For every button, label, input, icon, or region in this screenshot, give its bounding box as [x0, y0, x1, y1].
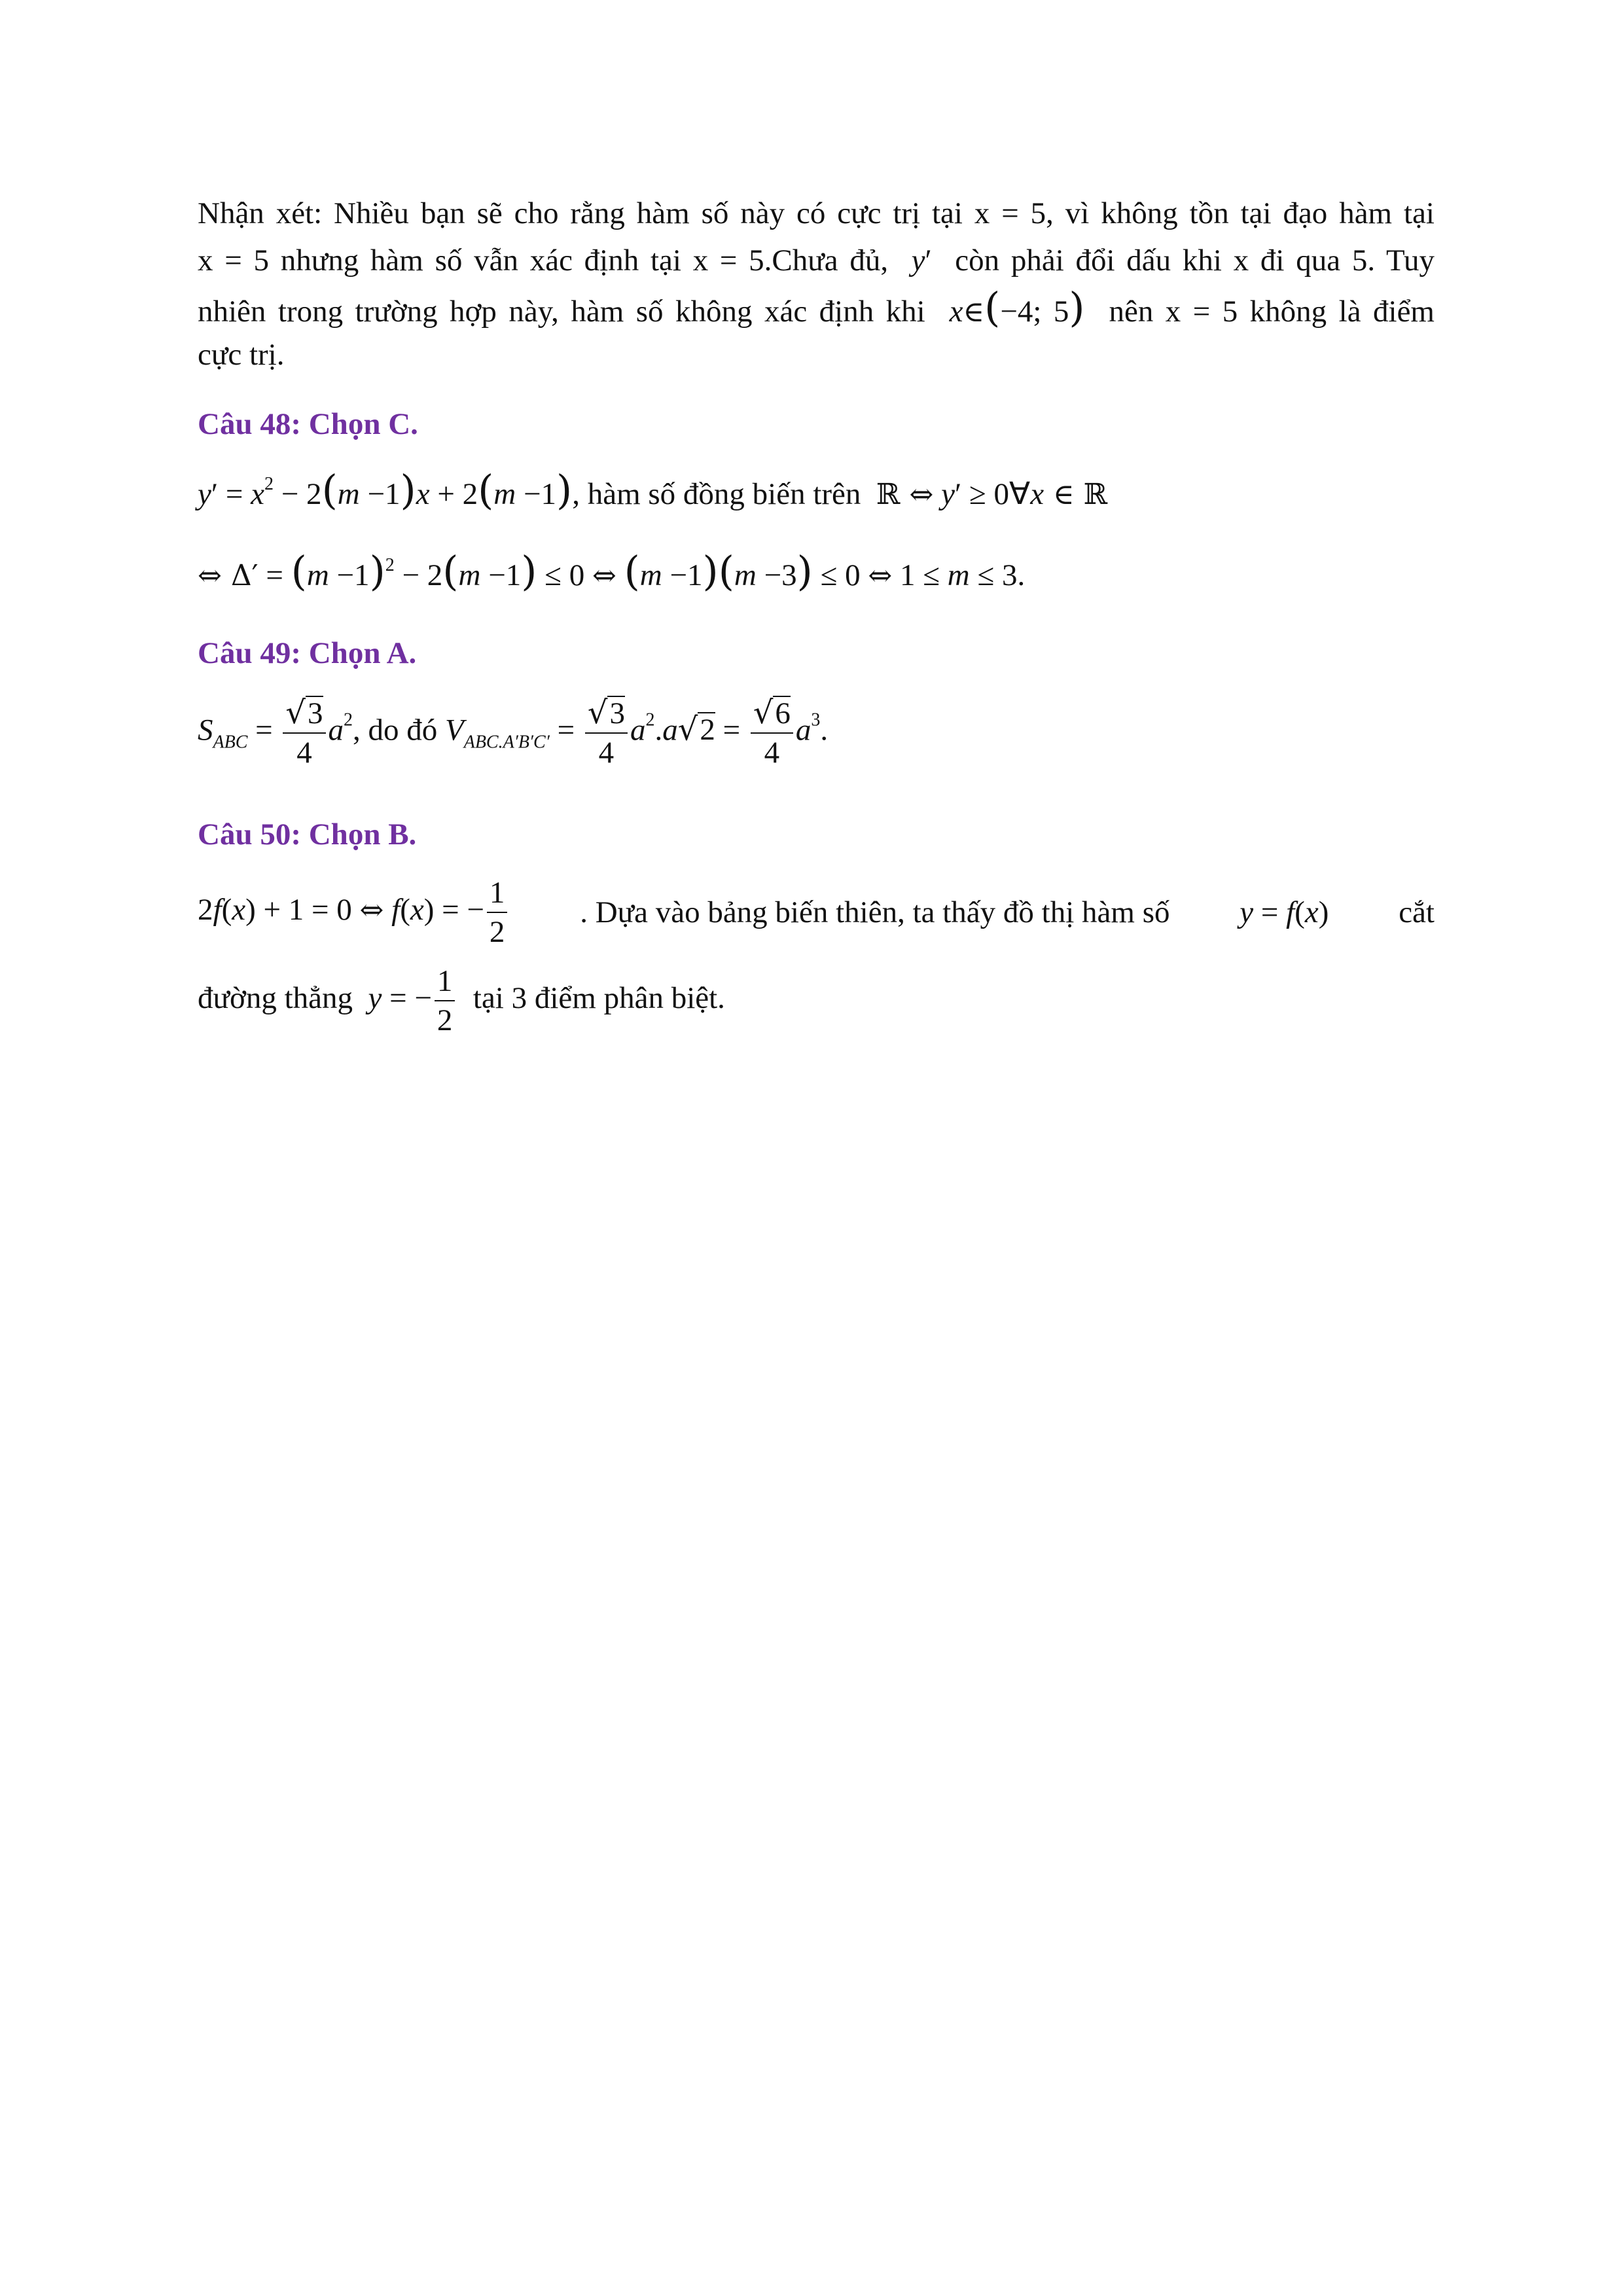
fraction-one-half: $\frac{1}{2}$ — [487, 874, 508, 951]
intro-line-1: Nhận xét: Nhiều bạn sẽ cho rằng hàm số này có cực trị tại x = 5, vì không tồn tại đạo hàm tại — [198, 196, 1435, 230]
q50-line-2: đường thẳng y = − $\frac{1}{2}$ tại 3 điểm phân biệt. — [198, 962, 725, 1039]
intro-paragraph — [198, 190, 1435, 378]
intro-line-4: cực trị. — [198, 338, 285, 372]
q50-line-1: 2f(x) + 1 = 0 ⇔ f(x) = − $\frac{1}{2}$ . Dựa vào bảng biến thiên, ta thấy đồ thị hàm số y = f(x) cắt — [198, 874, 1435, 951]
fraction-one-half-b: $\frac{1}{2}$ — [435, 962, 455, 1039]
q48-heading: Câu 48: Chọn C. — [198, 407, 418, 441]
q48-derivative-line: $y' = x^2 - 2(m -1)x + 2(m -1)$, hàm số đồng biến trên ℝ ⇔ y′ ≥ 0∀x ∈ ℝ — [198, 466, 1108, 514]
q49-heading: Câu 49: Chọn A. — [198, 636, 417, 670]
fraction-sqrt3-over-4-b: $\frac{√3}{4}$ — [585, 694, 628, 772]
fraction-sqrt6-over-4: $\frac{√6}{4}$ — [751, 694, 793, 772]
q48-discriminant-line: ⇔ $\Delta' = (m -1)^2 - 2(m -1) \le 0$ ⇔ (m −1)(m −3) ≤ 0 ⇔ 1 ≤ m ≤ 3. — [198, 547, 1026, 595]
intro-line-2: x = 5 nhưng hàm số vẫn xác định tại x = 5.Chưa đủ, y′ còn phải đổi dấu khi x đi qua 5. Tuy — [198, 243, 1435, 278]
intro-line-3: nhiên trong trường hợp này, hàm số không xác định khi x∈(−4; 5) nên x = 5 không là điểm — [198, 283, 1435, 331]
q50-heading: Câu 50: Chọn B. — [198, 817, 417, 852]
q49-formula-line: $S_{ABC}$ = $\frac{√3}{4}$ $a^2$, do đó $V_{ABC.A'B'C'}$ = $\frac{√3}{4}$ $a^2.a√2$ = $\frac{√6}{4}$ $a^3$. — [198, 694, 828, 772]
fraction-sqrt3-over-4: $\frac{√3}{4}$ — [283, 694, 325, 772]
